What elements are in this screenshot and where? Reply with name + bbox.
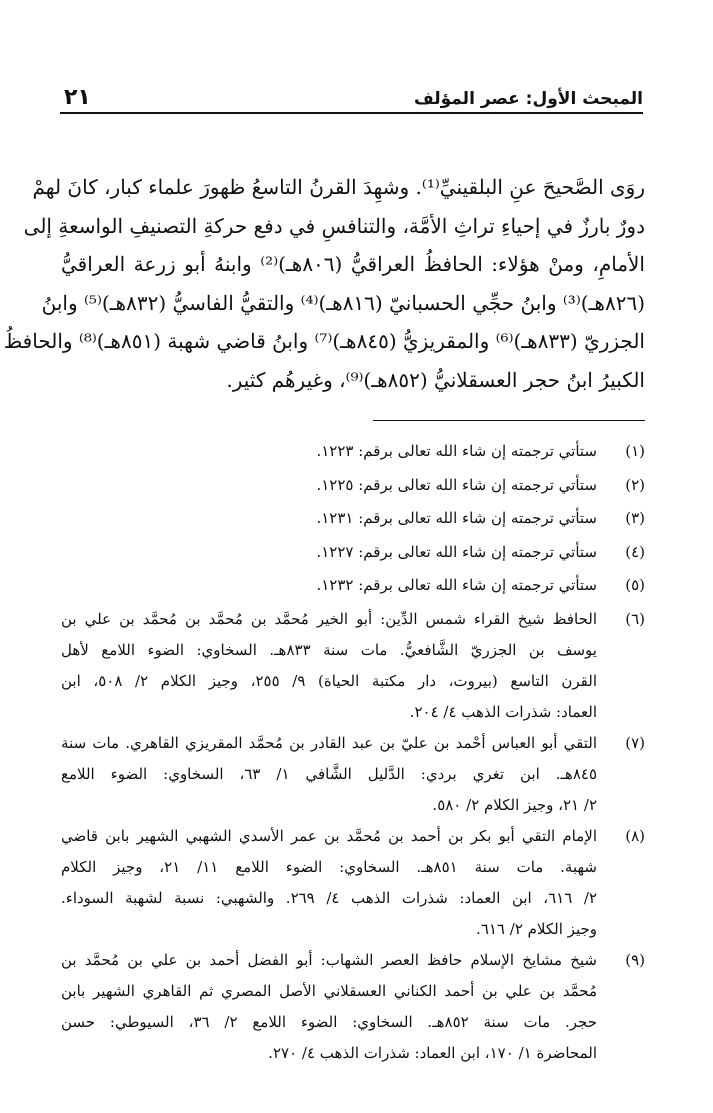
footnote-line: المحاضرة ١/ ١٧٠، ابن العماد: شذرات الذهب ٤/ ٢٧٠.	[268, 1043, 597, 1062]
footnote-number: (٤)	[625, 542, 645, 561]
footnote-line: الحافظ شيخ القراء شمس الدِّين: أبو الخير مُحمَّد بن مُحمَّد بن مُحمَّد بن علي بن	[61, 609, 597, 628]
footnote-line: التقي أبو العباس أحْمد بن عليّ بن عبد القادر بن مُحمَّد المقريزي القاهري. مات سنة	[61, 733, 597, 752]
footnote-line: يوسف بن الجزريّ الشَّافعيُّ. مات سنة ٨٣٣هـ. السخاوي: الضوء اللامع لأهل	[61, 640, 597, 659]
chapter-title: المبحث الأول: عصر المؤلف	[414, 89, 643, 109]
footnote-line: حجر. مات سنة ٨٥٢هـ. السخاوي: الضوء اللامع ٢/ ٣٦، السيوطي: حسن	[61, 1012, 597, 1031]
footnote-line: ٢/ ٢١، وجيز الكلام ٢/ ٥٨٠.	[432, 795, 597, 814]
footnote-separator	[373, 420, 645, 421]
footnotes	[61, 436, 645, 1069]
footnote-3	[61, 503, 645, 537]
footnote-line: القرن التاسع (بيروت، دار مكتبة الحياة) ٩/ ٢٥٥، وجيز الكلام ٢/ ٥٠٨، ابن	[61, 671, 597, 690]
footnote-5	[61, 570, 645, 604]
footnote-2	[61, 470, 645, 504]
main-text-line: الكبيرُ ابنُ حجر العسقلانيُّ (٨٥٢هـ)⁽⁹⁾، وغيرهُم كثير.	[226, 367, 645, 392]
footnote-line: الإمام التقي أبو بكر بن أحمد بن مُحمَّد بن عمر الأسدي الشهبي الشهير بابن قاضي	[61, 826, 597, 845]
page-number: ٢١	[64, 85, 91, 110]
footnote-number: (٨)	[625, 826, 645, 845]
footnote-line: ستأتي ترجمته إن شاء الله تعالى برقم: ١٢٢٣.	[316, 442, 597, 460]
running-header	[60, 78, 643, 114]
footnote-line: ٢/ ٦١٦، ابن العماد: شذرات الذهب ٤/ ٢٦٩. والشهبي: نسبة لشهبة السوداء.	[61, 888, 597, 907]
footnote-line: ستأتي ترجمته إن شاء الله تعالى برقم: ١٢٣١.	[316, 509, 597, 527]
footnote-number: (٣)	[625, 509, 645, 527]
footnote-number: (٧)	[625, 733, 645, 752]
main-text-line: دورٌ بارزٌ في إحياءِ تراثِ الأمَّة، والتنافسِ في دفع حركةِ التصنيفِ الواسعةِ إلى	[23, 213, 645, 238]
footnote-9	[61, 945, 645, 1069]
footnote-6	[61, 604, 645, 728]
main-text-line: الجزريّ (٨٣٣هـ)⁽⁶⁾ والمقريزيُّ (٨٤٥هـ)⁽⁷⁾ وابنُ قاضي شهبة (٨٥١هـ)⁽⁸⁾ والحافظُ	[3, 329, 645, 353]
footnote-number: (٩)	[625, 950, 645, 969]
footnote-line: مُحمَّد بن علي بن أحمد الكناني العسقلاني الأصل المصري ثم القاهري الشهير بابن	[61, 981, 597, 1000]
footnote-1	[61, 436, 645, 470]
footnote-line: وجيز الكلام ٢/ ٦١٦.	[476, 919, 597, 938]
footnote-line: ستأتي ترجمته إن شاء الله تعالى برقم: ١٢٣٢.	[316, 576, 597, 594]
footnote-number: (١)	[625, 442, 645, 460]
footnote-7	[61, 728, 645, 821]
main-text-line: (٨٢٦هـ)⁽³⁾ وابنُ حجِّي الحسبانيّ (٨١٦هـ)⁽⁴⁾ والتقيُّ الفاسيُّ (٨٣٢هـ)⁽⁵⁾ وابنُ	[41, 290, 645, 315]
footnote-number: (٥)	[625, 576, 645, 594]
footnote-line: شيخ مشايخ الإسلام حافظ العصر الشهاب: أبو الفضل أحمد بن علي بن مُحمَّد بن	[61, 950, 597, 969]
footnote-line: ٨٤٥هـ. ابن تغري بردي: الدَّليل الشَّافي ١/ ٦٣، السخاوي: الضوء اللامع	[61, 764, 597, 783]
main-text-line: الأمامِ، ومنْ هؤلاء: الحافظُ العراقيُّ (٨٠٦هـ)⁽²⁾ وابنهُ أبو زرعة العراقيُّ	[61, 252, 645, 276]
footnote-number: (٦)	[625, 609, 645, 628]
footnote-line: شهبة. مات سنة ٨٥١هـ. السخاوي: الضوء اللامع ١١/ ٢١، وجيز الكلام	[61, 857, 597, 876]
footnote-line: ستأتي ترجمته إن شاء الله تعالى برقم: ١٢٢٧.	[316, 542, 597, 561]
footnote-number: (٢)	[625, 475, 645, 494]
footnote-4	[61, 537, 645, 571]
footnote-8	[61, 821, 645, 945]
main-text	[3, 168, 645, 399]
main-text-line: روَى الصَّحيحَ عنِ البلقينيِّ⁽¹⁾. وشهِدَ القرنُ التاسعُ ظهورَ علماء كبار، كانَ لهمْ	[32, 175, 645, 199]
footnote-line: ستأتي ترجمته إن شاء الله تعالى برقم: ١٢٢٥.	[316, 475, 597, 494]
footnote-line: العماد: شذرات الذهب ٤/ ٢٠٤.	[409, 702, 597, 721]
